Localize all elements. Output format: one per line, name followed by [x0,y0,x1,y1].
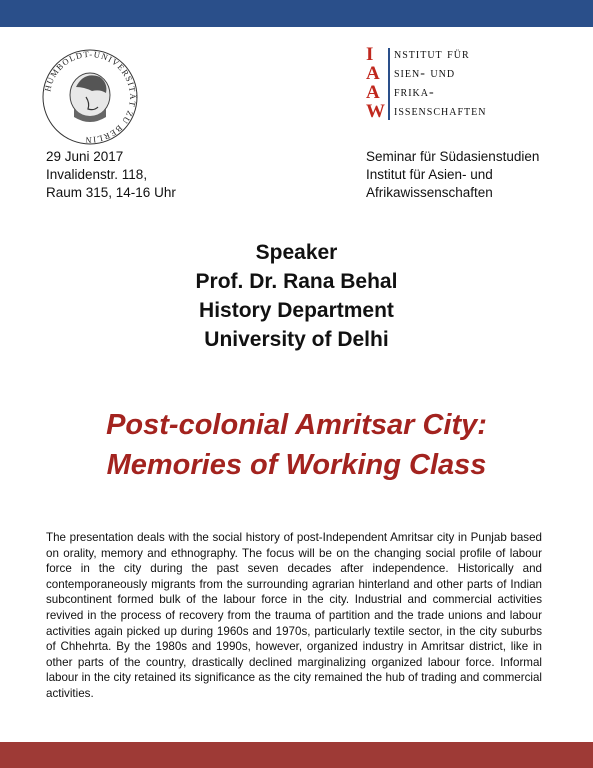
logo-word: frika- [394,85,435,100]
logo-divider [388,48,390,120]
event-date: 29 Juni 2017 [46,149,124,164]
logo-initial: W [366,101,385,122]
logo-word: issenschaften [394,104,487,119]
speaker-university: University of Delhi [204,328,389,351]
logo-initial: I [366,44,374,65]
logo-word: nstitut für [394,47,470,62]
speaker-heading: Speaker [255,241,338,264]
organizer-line: Seminar für Südasienstudien [366,149,540,164]
top-color-bar [0,0,593,27]
institute-logo [366,44,566,124]
speaker-name: Prof. Dr. Rana Behal [195,270,398,293]
portrait-icon [70,73,110,122]
humboldt-university-seal [40,47,140,147]
bottom-color-bar [0,742,593,768]
event-details [46,148,296,202]
event-room-time: Raum 315, 14-16 Uhr [46,185,176,200]
organizer-details [366,148,591,202]
abstract-text: The presentation deals with the social history of post-Independent Amritsar city in Punjab based on orality, memory and ethnography. The focus will be on the changing social profile of labour force in the city during the past seven decades after independence. Historically and contemporaneously migrants from the surrounding agrarian hinterland and other parts of Indian subcontinent formed bulk of the labour force in the city. Industrial and commercial activities revived in the process of recovery from the trauma of partition and the trade unions and labour activities again picked up during 1960s and 1970s, particularly textile sector, in the city suburbs of Chhehrta. By the 1980s and 1990s, however, organized industry in Amritsar district, like in other parts of the country, drastically declined marginalizing organized labour force. Informal labour in the city retained its significance as the city remained the hub of trading and commercial activities. [46,531,542,700]
speaker-block [0,238,593,354]
logo-word: sien- und [394,66,456,81]
event-address: Invalidenstr. 118, [46,167,148,182]
talk-title [0,405,593,485]
talk-title-line: Memories of Working Class [106,449,487,481]
organizer-line: Afrikawissenschaften [366,185,493,200]
talk-title-line: Post-colonial Amritsar City: [106,409,487,441]
logo-initial: A [366,82,380,103]
speaker-department: History Department [199,299,394,322]
logo-initial: A [366,63,380,84]
seal-ring-text: HUMBOLDT-UNIVERSITÄT ZU BERLIN [42,48,139,146]
organizer-line: Institut für Asien- und [366,167,493,182]
